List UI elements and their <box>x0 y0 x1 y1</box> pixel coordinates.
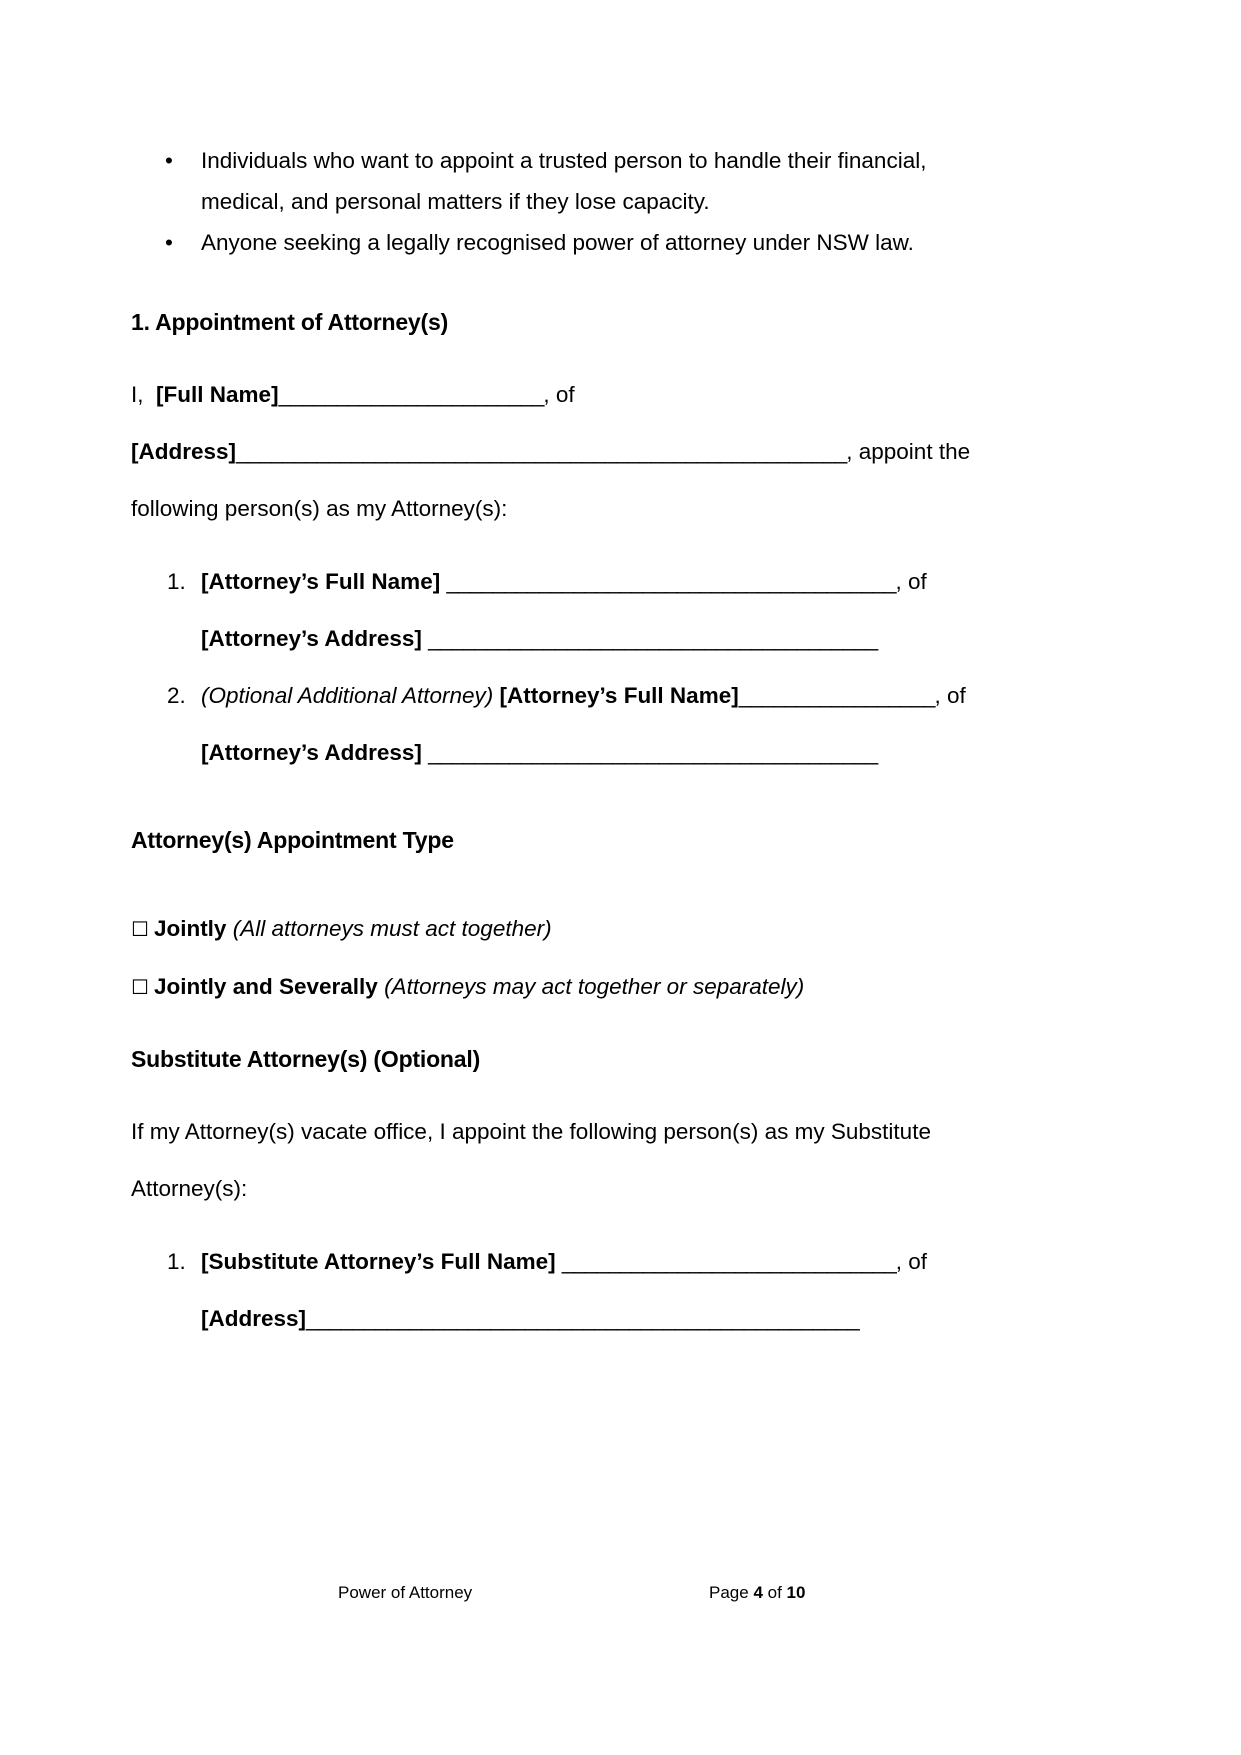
option-description: (Attorneys may act together or separately) <box>384 974 805 999</box>
appoint-following-row: following person(s) as my Attorney(s): <box>131 496 508 521</box>
declarant-name-input-rule[interactable]: _______________________ <box>278 382 544 407</box>
substitute-attorney-heading: Substitute Attorney(s) (Optional) <box>131 1046 481 1072</box>
footer-page-number: 4 <box>753 1583 763 1602</box>
checkbox-empty-icon[interactable]: ☐ <box>131 917 149 941</box>
declarant-address-suffix: , appoint the <box>846 439 971 464</box>
attorney-address-row <box>201 610 1011 667</box>
attorney-entry-2 <box>131 667 1011 724</box>
page-footer <box>131 1583 1011 1613</box>
attorney-name-label: [Attorney’s Full Name] <box>201 569 441 594</box>
spacer <box>131 854 1011 900</box>
declarant-address-row <box>131 423 1011 480</box>
list-number: 1. <box>167 1249 186 1274</box>
attorney-address-entry-2 <box>131 724 1011 781</box>
option-label: Jointly and Severally <box>153 974 378 999</box>
attorney-list <box>131 553 1011 781</box>
appointment-type-option-jointly[interactable] <box>131 900 1011 958</box>
declarant-address-label: [Address] <box>131 439 237 464</box>
substitute-attorney-list <box>131 1233 1011 1347</box>
footer-page-prefix: Page <box>709 1583 754 1602</box>
attorney-name-suffix: , of <box>895 569 927 594</box>
checkbox-empty-icon[interactable]: ☐ <box>131 975 149 999</box>
declarant-prefix: I, <box>131 382 144 407</box>
substitute-intro-line-1: If my Attorney(s) vacate office, I appoint the following person(s) as my Substitute <box>131 1119 931 1144</box>
footer-document-title: Power of Attorney <box>338 1583 473 1602</box>
list-number: 1. <box>167 569 186 594</box>
attorney-name-input-rule[interactable]: _______________________________________ <box>446 569 896 594</box>
footer-page-indicator <box>709 1583 805 1603</box>
spacer <box>131 1073 1011 1103</box>
list-item <box>131 140 1011 222</box>
bullet-text: Anyone seeking a legally recognised power of attorney under NSW law. <box>201 230 914 255</box>
attorney-address-label: [Attorney’s Address] <box>201 626 422 651</box>
spacer <box>131 1016 1011 1046</box>
declarant-name-label: [Full Name] <box>156 382 279 407</box>
list-number: 2. <box>167 683 186 708</box>
attorney-address-input-rule[interactable]: _______________________________________ <box>428 626 878 651</box>
bullet-icon: • <box>165 230 173 255</box>
substitute-name-label: [Substitute Attorney’s Full Name] <box>201 1249 556 1274</box>
substitute-address-row <box>201 1290 1011 1347</box>
substitute-name-input-rule[interactable]: _____________________________ <box>561 1249 896 1274</box>
substitute-entry-1 <box>131 1233 1011 1290</box>
bullet-text: Individuals who want to appoint a trusted person to handle their financial, medical, and personal matters if they lose capacity. <box>201 148 927 214</box>
section-1-heading: 1. Appointment of Attorney(s) <box>131 309 449 335</box>
substitute-address-label: [Address] <box>201 1306 307 1331</box>
bullet-icon: • <box>165 148 173 173</box>
spacer <box>131 263 1011 309</box>
attorney-address-entry-1 <box>131 610 1011 667</box>
attorney-entry-1 <box>131 553 1011 610</box>
attorney-name-suffix: , of <box>934 683 966 708</box>
attorney-name-input-rule[interactable]: _________________ <box>738 683 935 708</box>
intro-bullet-list <box>131 140 1011 263</box>
list-item <box>131 222 1011 263</box>
appointment-type-heading: Attorney(s) Appointment Type <box>131 827 454 853</box>
substitute-intro-line-2: Attorney(s): <box>131 1176 248 1201</box>
substitute-address-input-rule[interactable]: ________________________________________________ <box>306 1306 859 1331</box>
document-content <box>131 140 1011 1347</box>
substitute-name-suffix: , of <box>895 1249 928 1274</box>
spacer <box>131 537 1011 553</box>
spacer <box>131 781 1011 827</box>
attorney-optional-note: (Optional Additional Attorney) <box>201 683 494 708</box>
spacer <box>131 336 1011 366</box>
footer-page-total: 10 <box>786 1583 806 1602</box>
attorney-address-input-rule[interactable]: _______________________________________ <box>428 740 878 765</box>
attorney-address-row <box>201 724 1011 781</box>
declarant-name-row <box>131 366 1011 423</box>
declarant-name-suffix: , of <box>543 382 575 407</box>
substitute-address-entry-1 <box>131 1290 1011 1347</box>
appointment-type-option-jointly-severally[interactable] <box>131 958 1011 1016</box>
attorney-address-label: [Attorney’s Address] <box>201 740 422 765</box>
spacer <box>131 1217 1011 1233</box>
attorney-name-label: [Attorney’s Full Name] <box>499 683 739 708</box>
declarant-address-input-rule[interactable]: _____________________________________________________ <box>236 439 847 464</box>
option-description: (All attorneys must act together) <box>232 916 552 941</box>
option-label: Jointly <box>153 916 227 941</box>
footer-page-middle: of <box>762 1583 787 1602</box>
